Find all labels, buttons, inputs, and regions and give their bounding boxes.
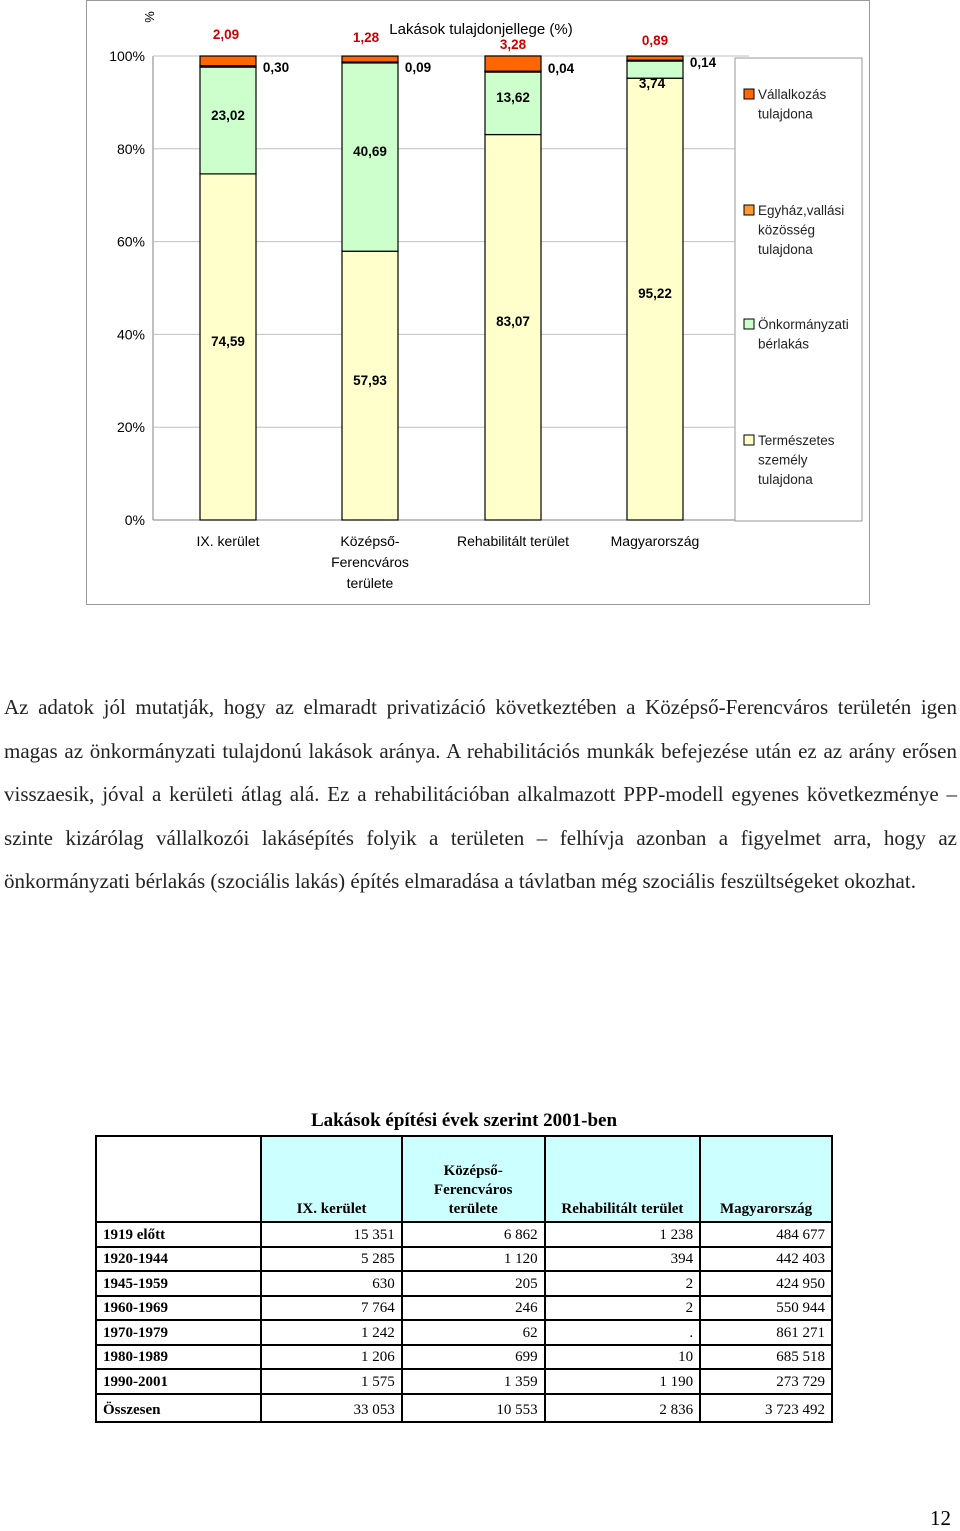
table-header-cell: IX. kerület — [261, 1136, 401, 1222]
x-category-label: Középső- — [340, 533, 400, 549]
table-cell: 7 764 — [261, 1296, 401, 1321]
construction-year-table — [95, 1135, 833, 1423]
data-label: 23,02 — [211, 108, 245, 123]
legend-label: Önkormányzati — [758, 317, 849, 332]
data-label: 95,22 — [638, 286, 672, 301]
legend-label: Egyház,vallási — [758, 203, 845, 218]
table-row — [96, 1369, 832, 1394]
analysis-paragraph — [4, 686, 957, 904]
page-number: 12 — [930, 1506, 951, 1530]
data-label: 74,59 — [211, 334, 245, 349]
data-label: 1,28 — [352, 30, 380, 45]
legend-swatch — [744, 205, 754, 215]
table-row — [96, 1222, 832, 1247]
data-label: 0,89 — [641, 33, 669, 48]
bar-segment — [627, 56, 683, 60]
table-row-label: 1960-1969 — [96, 1296, 261, 1321]
chart-title: Lakások tulajdonjellege (%) — [389, 21, 573, 38]
x-category-label: IX. kerület — [196, 533, 260, 549]
table-cell: 1 120 — [402, 1247, 545, 1272]
table-cell: 3 723 492 — [700, 1394, 832, 1423]
table-cell: 484 677 — [700, 1222, 832, 1247]
table-cell: . — [545, 1320, 701, 1345]
table-row-label: Összesen — [96, 1394, 261, 1423]
table-cell: 394 — [545, 1247, 701, 1272]
x-category-label: Rehabilitált terület — [456, 533, 570, 549]
table-cell: 1 238 — [545, 1222, 701, 1247]
table-cell: 1 359 — [402, 1369, 545, 1394]
bar-segment — [200, 56, 256, 66]
table-total-row — [96, 1394, 832, 1423]
table-cell: 424 950 — [700, 1271, 832, 1296]
legend-label: személy — [758, 452, 808, 468]
table-corner-cell — [96, 1136, 261, 1222]
y-tick-label: 20% — [116, 419, 145, 436]
legend-swatch — [744, 319, 754, 329]
table-header-cell: Magyarország — [700, 1136, 832, 1222]
data-label: 13,62 — [496, 90, 530, 105]
y-tick-label: 80% — [116, 140, 145, 157]
legend-label: tulajdona — [758, 106, 813, 122]
table-cell: 15 351 — [261, 1222, 401, 1247]
table-row — [96, 1345, 832, 1370]
table-row-label: 1970-1979 — [96, 1320, 261, 1345]
data-label: 40,69 — [353, 144, 387, 159]
y-axis-label: % — [142, 11, 157, 23]
table-row — [96, 1247, 832, 1272]
table-row — [96, 1271, 832, 1296]
legend-label: tulajdona — [758, 242, 813, 257]
legend-label: Vállalkozás — [758, 87, 827, 102]
table-cell: 1 190 — [545, 1369, 701, 1394]
table-cell: 2 — [545, 1271, 701, 1296]
table-cell: 699 — [402, 1345, 545, 1370]
table-cell: 442 403 — [700, 1247, 832, 1272]
data-label: 0,30 — [262, 60, 290, 75]
table-row-label: 1980-1989 — [96, 1345, 261, 1370]
y-tick-label: 40% — [116, 326, 145, 343]
analysis-text: Az adatok jól mutatják, hogy az elmaradt privatizáció következtében a Középső-Ferencváros területén igen magas az önkormányzati tulajdonú lakások aránya. A rehabilitációs munkák befejezése után ez az arány erősen visszaesik, jóval a kerületi átlag alá. Ez a rehabilitációban alkalmazott PPP-modell egyenes következménye – szinte kizárólag vállalkozói lakásépítés folyik a területen – felhívja azonban a figyelmet arra, hogy az önkormányzati bérlakás (szociális lakás) építés elmaradása a távlatban még szociális feszültségeket okozhat. — [4, 695, 957, 894]
table-cell: 6 862 — [402, 1222, 545, 1247]
data-label: 0,09 — [404, 60, 432, 75]
legend-label: közösség — [758, 222, 816, 238]
table-cell: 550 944 — [700, 1296, 832, 1321]
table-cell: 685 518 — [700, 1345, 832, 1370]
table-cell: 861 271 — [700, 1320, 832, 1345]
x-category-label: területe — [346, 575, 394, 591]
data-label: 0,04 — [547, 61, 575, 76]
table-header-cell: Rehabilitált terület — [545, 1136, 701, 1222]
table-cell: 10 — [545, 1345, 701, 1370]
data-label: 0,14 — [689, 55, 717, 70]
table-header-row — [96, 1136, 832, 1222]
table-cell: 62 — [402, 1320, 545, 1345]
legend-swatch — [744, 435, 754, 445]
table-row — [96, 1320, 832, 1345]
table-row — [96, 1296, 832, 1321]
data-label: 2,09 — [212, 27, 240, 42]
data-label: 3,28 — [499, 37, 527, 52]
table-cell: 2 — [545, 1296, 701, 1321]
data-label: 83,07 — [496, 314, 530, 329]
data-label: 3,74 — [638, 76, 666, 91]
ownership-chart-svg — [87, 1, 871, 606]
ownership-chart — [86, 0, 870, 605]
x-category-label: Magyarország — [610, 533, 700, 549]
y-tick-label: 60% — [116, 233, 145, 250]
table-cell: 1 206 — [261, 1345, 401, 1370]
legend-label: tulajdona — [758, 472, 813, 487]
table-body — [96, 1222, 832, 1422]
table-cell: 2 836 — [545, 1394, 701, 1423]
bar-segment — [342, 56, 398, 62]
table-title: Lakások építési évek szerint 2001-ben — [310, 1110, 618, 1131]
table-row-label: 1919 előtt — [96, 1222, 261, 1247]
table-cell: 205 — [402, 1271, 545, 1296]
legend-label: Természetes — [758, 433, 835, 448]
table-cell: 630 — [261, 1271, 401, 1296]
x-category-label: Ferencváros — [331, 554, 409, 570]
data-label: 57,93 — [353, 373, 387, 388]
legend-swatch — [744, 89, 754, 99]
table-row-label: 1945-1959 — [96, 1271, 261, 1296]
table-row-label: 1920-1944 — [96, 1247, 261, 1272]
table-cell: 5 285 — [261, 1247, 401, 1272]
table-cell: 33 053 — [261, 1394, 401, 1423]
bar-segment — [485, 56, 541, 71]
table-cell: 1 575 — [261, 1369, 401, 1394]
table-cell: 273 729 — [700, 1369, 832, 1394]
table-cell: 10 553 — [402, 1394, 545, 1423]
y-tick-label: 100% — [109, 48, 145, 64]
table-header-cell: Középső-Ferencváros területe — [402, 1136, 545, 1222]
legend-label: bérlakás — [758, 336, 810, 352]
table-cell: 1 242 — [261, 1320, 401, 1345]
y-tick-label: 0% — [124, 512, 145, 528]
table-cell: 246 — [402, 1296, 545, 1321]
table-row-label: 1990-2001 — [96, 1369, 261, 1394]
